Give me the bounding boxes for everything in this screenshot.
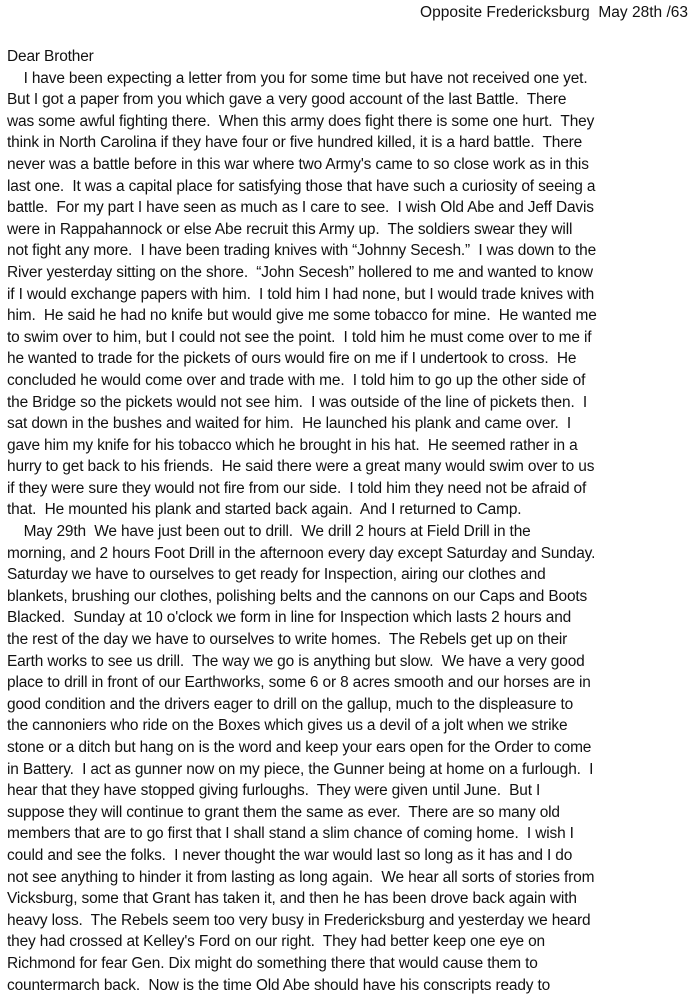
letter-line: battle. For my part I have seen as much as I care to see. I wish Old Abe and Jeff Davis <box>7 199 594 217</box>
letter-line: if they were sure they would not fire from our side. I told him they need not be afraid of <box>7 479 587 497</box>
letter-header <box>420 2 688 24</box>
letter-line: I have been expecting a letter from you for some time but have not received one yet. <box>7 69 588 87</box>
letter-line: the Bridge so the pickets would not see him. I was outside of the line of pickets then. I <box>7 393 588 411</box>
letter-line: hurry to get back to his friends. He said there were a great many would swim over to us <box>7 458 595 476</box>
letter-line: May 29th We have just been out to drill. We drill 2 hours at Field Drill in the <box>7 523 531 541</box>
letter-line: to swim over to him, but I could not see the point. I told him he must come over to me if <box>7 328 592 346</box>
letter-line: the rest of the day we have to ourselves to write homes. The Rebels get up on their <box>7 631 568 649</box>
letter-line: morning, and 2 hours Foot Drill in the afternoon every day except Saturday and Sunday. <box>7 544 596 562</box>
letter-line: was some awful fighting there. When this army does fight there is some one hurt. They <box>7 112 595 130</box>
letter-line: Vicksburg, some that Grant has taken it, and then he has been drove back again with <box>7 890 577 908</box>
letter-line: not see anything to hinder it from lasting as long again. We hear all sorts of stories from <box>7 868 595 886</box>
letter-line: if I would exchange papers with him. I told him I had none, but I would trade knives with <box>7 285 595 303</box>
letter-line: they had crossed at Kelley's Ford on our right. They had better keep one eye on <box>7 933 545 951</box>
letter-line: Earth works to see us drill. The way we go is anything but slow. We have a very good <box>7 652 585 670</box>
letter-line: him. He said he had no knife but would give me some tobacco for mine. He wanted me <box>7 307 597 325</box>
letter-line: River yesterday sitting on the shore. “John Secesh” hollered to me and wanted to know <box>7 263 593 281</box>
letter-line: last one. It was a capital place for satisfying those that have such a curiosity of seeing a <box>7 177 596 195</box>
letter-line: not fight any more. I have been trading knives with “Johnny Secesh.” I was down to the <box>7 242 597 260</box>
letter-line: think in North Carolina if they have four or five hundred killed, it is a hard battle. There <box>7 134 583 152</box>
letter-line: suppose they will continue to grant them the same as ever. There are so many old <box>7 803 560 821</box>
letter-line: members that are to go first that I shall stand a slim chance of coming home. I wish I <box>7 825 574 843</box>
letter-line: But I got a paper from you which gave a very good account of the last Battle. There <box>7 91 567 109</box>
letter-line: place to drill in front of our Earthworks, some 6 or 8 acres smooth and our horses are in <box>7 674 591 692</box>
letter-line: he wanted to trade for the pickets of ours would fire on me if I undertook to cross. He <box>7 350 577 368</box>
letter-line: heavy loss. The Rebels seem too very busy in Fredericksburg and yesterday we heard <box>7 911 591 929</box>
letter-line: that. He mounted his plank and started back again. And I returned to Camp. <box>7 501 522 519</box>
letter-line: stone or a ditch but hang on is the word and keep your ears open for the Order to come <box>7 739 592 756</box>
letter-line: countermarch back. Now is the time Old Abe should have his conscripts ready to <box>7 976 551 994</box>
letter-line: good condition and the drivers eager to drill on the gallup, much to the displeasure to <box>7 695 574 713</box>
header-date: May 28th /63 <box>598 4 688 21</box>
letter-line: concluded he would come over and trade with me. I told him to go up the other side of <box>7 371 586 389</box>
letter-line: were in Rappahannock or else Abe recruit this Army up. The soldiers swear they will <box>7 220 573 238</box>
letter-line: Dear Brother <box>7 48 94 65</box>
letter-line: Richmond for fear Gen. Dix might do something there that would cause them to <box>7 954 538 972</box>
letter-line: sat down in the bushes and waited for him. He launched his plank and came over. I <box>7 415 572 433</box>
letter-line: could and see the folks. I never thought the war would last so long as it has and I do <box>7 846 573 864</box>
letter-line: gave him my knife for his tobacco which he brought in his hat. He seemed rather in a <box>7 436 578 454</box>
letter-line: hear that they have stopped giving furloughs. They were given until June. But I <box>7 782 541 800</box>
letter-line: Saturday we have to ourselves to get ready for Inspection, airing our clothes and <box>7 566 546 584</box>
letter-body <box>7 46 697 996</box>
letter-line: never was a battle before in this war where two Army's came to so close work as in this <box>7 155 589 173</box>
letter-line: in Battery. I act as gunner now on my piece, the Gunner being at home on a furlough. I <box>7 760 594 778</box>
letter-line: the cannoniers who ride on the Boxes which gives us a devil of a jolt when we strike <box>7 717 568 735</box>
header-place: Opposite Fredericksburg <box>420 4 590 21</box>
letter-line: Blacked. Sunday at 10 o'clock we form in line for Inspection which lasts 2 hours and <box>7 609 572 627</box>
letter-line: blankets, brushing our clothes, polishing belts and the cannons on our Caps and Boots <box>7 587 588 605</box>
